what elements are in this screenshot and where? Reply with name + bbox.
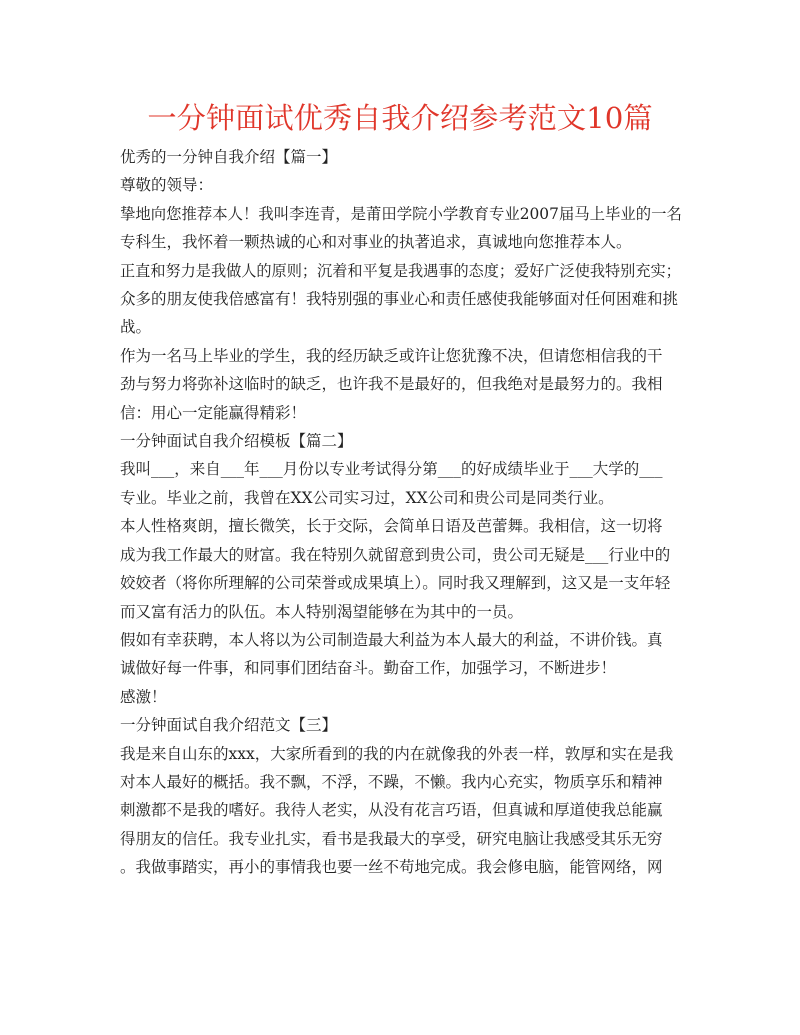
- body-line: 作为一名马上毕业的学生，我的经历缺乏或许让您犹豫不决，但请您相信我的干: [120, 346, 663, 365]
- document-body: [120, 143, 680, 882]
- body-line: 信：用心一定能赢得精彩！: [120, 403, 307, 422]
- body-line: 我叫___，来自___年___月份以专业考试得分第___的好成绩毕业于___大学的___: [120, 460, 663, 479]
- body-line: 得朋友的信任。我专业扎实，看书是我最大的享受，研究电脑让我感受其乐无穷: [120, 829, 663, 848]
- body-line: 专科生，我怀着一颗热诚的心和对事业的执著追求，真诚地向您推荐本人。: [120, 233, 632, 252]
- body-line: 劲与努力将弥补这临时的缺乏，也许我不是最好的，但我绝对是最努力的。我相: [120, 375, 663, 394]
- salutation: 尊敬的领导：: [120, 176, 214, 195]
- body-line: 众多的朋友使我倍感富有！我特别强的事业心和责任感使我能够面对任何困难和挑: [120, 290, 679, 309]
- body-line: 我是来自山东的xxx，大家所看到的我的内在就像我的外表一样，敦厚和实在是我: [120, 744, 674, 763]
- body-line: 假如有幸获聘，本人将以为公司制造最大利益为本人最大的利益，不讲价钱。真: [120, 630, 663, 649]
- section-heading-3: 一分钟面试自我介绍范文【三】: [120, 716, 338, 735]
- body-line: 。我做事踏实，再小的事情我也要一丝不苟地完成。我会修电脑，能管网络，网: [120, 858, 663, 877]
- body-line: 挚地向您推荐本人！我叫李连青，是莆田学院小学教育专业2007届马上毕业的一名: [120, 204, 682, 223]
- section-heading-1: 优秀的一分钟自我介绍【篇一】: [120, 148, 338, 166]
- document-title: 一分钟面试优秀自我介绍参考范文10篇: [147, 101, 653, 135]
- body-line: 而又富有活力的队伍。本人特别渴望能够在为其中的一员。: [120, 602, 524, 621]
- body-line: 诚做好每一件事，和同事们团结奋斗。勤奋工作，加强学习，不断进步！: [120, 659, 617, 678]
- body-line: 感激！: [120, 687, 167, 706]
- body-line: 战。: [120, 318, 152, 337]
- body-line: 姣姣者（将你所理解的公司荣誉或成果填上）。同时我又理解到，这又是一支年轻: [120, 574, 671, 593]
- body-line: 对本人最好的概括。我不飘，不浮，不躁，不懒。我内心充实，物质享乐和精神: [120, 772, 663, 791]
- body-line: 正直和努力是我做人的原则；沉着和平复是我遇事的态度；爱好广泛使我特别充实；: [120, 261, 681, 280]
- section-heading-2: 一分钟面试自我介绍模板【篇二】: [120, 432, 353, 451]
- body-line: 本人性格爽朗，擅长微笑，长于交际，会简单日语及芭蕾舞。我相信，这一切将: [120, 517, 663, 536]
- body-line: 专业。毕业之前，我曾在XX公司实习过，XX公司和贵公司是同类行业。: [120, 488, 614, 507]
- body-line: 刺激都不是我的嗜好。我待人老实，从没有花言巧语，但真诚和厚道使我总能赢: [120, 801, 663, 820]
- body-line: 成为我工作最大的财富。我在特别久就留意到贵公司，贵公司无疑是___行业中的: [120, 545, 671, 564]
